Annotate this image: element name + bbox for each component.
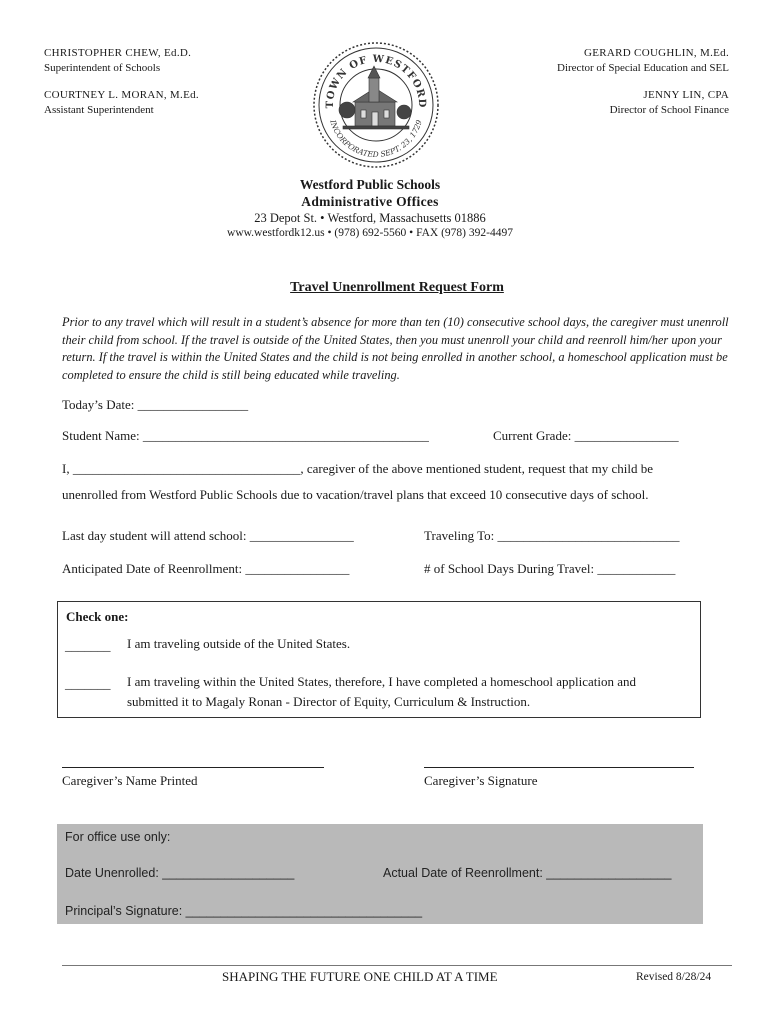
- check-one-heading: Check one:: [66, 609, 129, 624]
- school-days-field[interactable]: # of School Days During Travel: ____________: [424, 561, 676, 576]
- finance-director-title: Director of School Finance: [609, 104, 729, 116]
- footer-divider: [62, 965, 732, 966]
- assistant-superintendent-name: COURTNEY L. MORAN, M.Ed.: [44, 89, 199, 101]
- caregiver-name-line[interactable]: [62, 767, 324, 768]
- revised-date: Revised 8/28/24: [636, 971, 712, 983]
- option-outside-us-label: I am traveling outside of the United States.: [127, 636, 351, 651]
- student-name-field[interactable]: Student Name: ____________________________________________: [62, 428, 429, 443]
- intro-paragraph: Prior to any travel which will result in a student’s absence for more than ten (10) consecutive school days, the caregiver must unenroll their child from school. If the travel is outside of the United States, then you must unenroll your child and reenroll him/her upon your return. If the travel is within the United States and the child is not being enrolled in another school, a homeschool application must be completed to ensure the child is still being educated while traveling.: [62, 315, 729, 382]
- principal-signature-field[interactable]: Principal’s Signature: __________________________________: [65, 904, 423, 918]
- town-seal: [311, 40, 441, 170]
- option-within-us-blank[interactable]: _______: [65, 676, 111, 691]
- caregiver-signature-label: Caregiver’s Signature: [424, 773, 538, 788]
- date-unenrolled-field[interactable]: Date Unenrolled: ___________________: [65, 866, 295, 880]
- traveling-to-field[interactable]: Traveling To: ____________________________: [424, 528, 680, 543]
- office-use-heading: For office use only:: [65, 830, 171, 844]
- district-name: Westford Public Schools: [299, 177, 441, 192]
- superintendent-name: CHRISTOPHER CHEW, Ed.D.: [44, 47, 192, 59]
- office-use-section: [57, 824, 703, 924]
- assistant-superintendent-title: Assistant Superintendent: [44, 104, 154, 116]
- option-outside-us-blank[interactable]: _______: [65, 638, 111, 653]
- caregiver-name-field[interactable]: I, ___________________________________, caregiver of the above mentioned student, request that my child be: [62, 461, 654, 476]
- district-address: 23 Depot St. • Westford, Massachusetts 01886: [254, 211, 486, 225]
- anticipated-reenrollment-field[interactable]: Anticipated Date of Reenrollment: ________________: [62, 561, 350, 576]
- district-office: Administrative Offices: [301, 194, 439, 209]
- seal-bottom-text: INCORPORATED SEPT. 23, 1729: [328, 118, 424, 160]
- unenroll-statement: unenrolled from Westford Public Schools due to vacation/travel plans that exceed 10 consecutive days of school.: [62, 487, 649, 502]
- footer-motto: SHAPING THE FUTURE ONE CHILD AT A TIME: [222, 969, 498, 984]
- finance-director-name: JENNY LIN, CPA: [643, 89, 729, 101]
- option-within-us-label-line2: submitted it to Magaly Ronan - Director of Equity, Curriculum & Instruction.: [127, 694, 531, 709]
- caregiver-signature-line[interactable]: [424, 767, 694, 768]
- actual-reenrollment-field[interactable]: Actual Date of Reenrollment: __________________: [383, 866, 672, 880]
- form-title: Travel Unenrollment Request Form: [290, 280, 504, 295]
- seal-top-text: TOWN OF WESTFORD: [324, 53, 428, 109]
- sped-director-name: GERARD COUGHLIN, M.Ed.: [583, 47, 729, 59]
- option-within-us-label-line1: I am traveling within the United States, therefore, I have completed a homeschool application and: [127, 674, 636, 689]
- last-day-field[interactable]: Last day student will attend school: ________________: [62, 528, 354, 543]
- caregiver-name-label: Caregiver’s Name Printed: [62, 773, 198, 788]
- check-one-box: [57, 601, 701, 718]
- superintendent-title: Superintendent of Schools: [44, 62, 161, 74]
- current-grade-field[interactable]: Current Grade: ________________: [493, 428, 679, 443]
- district-contact: www.westfordk12.us • (978) 692-5560 • FAX (978) 392-4497: [227, 227, 513, 239]
- seal-graphic: [311, 40, 441, 170]
- sped-director-title: Director of Special Education and SEL: [557, 62, 729, 74]
- todays-date-field[interactable]: Today’s Date: _________________: [62, 397, 249, 412]
